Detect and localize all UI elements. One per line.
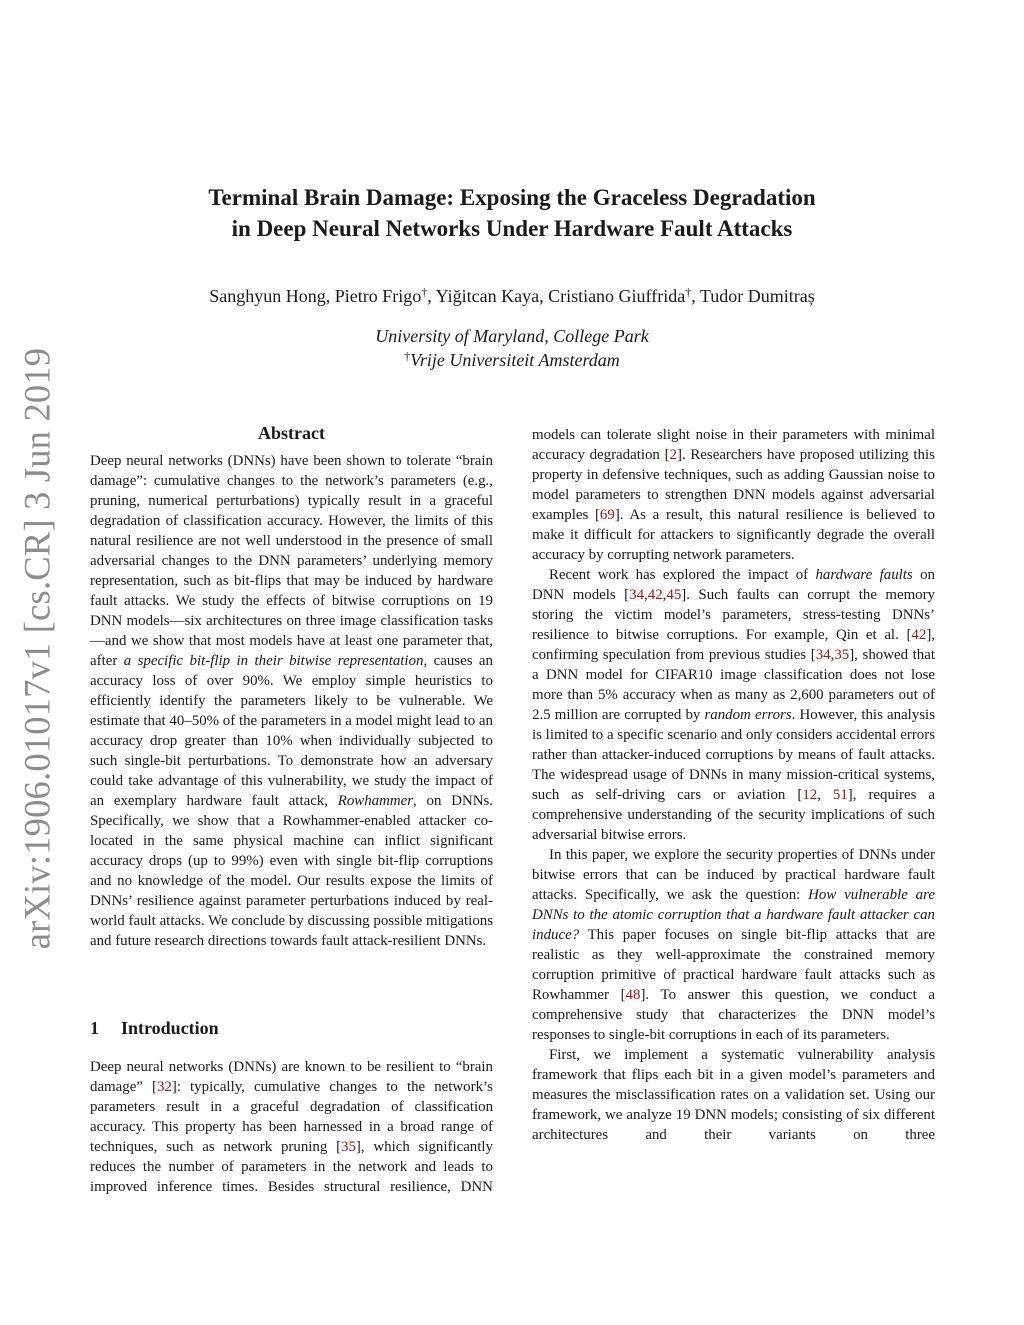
- section-number: 1: [90, 1018, 99, 1038]
- author-group-1: Sanghyun Hong, Pietro Frigo: [209, 286, 422, 306]
- citation-link[interactable]: 12: [802, 787, 818, 803]
- abstract-heading: Abstract: [258, 423, 325, 443]
- dagger-mark: †: [404, 349, 411, 363]
- emphasis-text: random errors: [704, 707, 792, 723]
- author-group-3: , Tudor Dumitraș: [691, 286, 815, 306]
- abstract-text: , causes an accuracy loss of over 90%. We employ simple heuristics to efficiently identify the parameters likely to be vulnerable. We estimate that 40–50% of the parameters in a model might lead to an accuracy drop greater than 10% when individually subjected to such single-bit perturbations. To demonstrate how an adversary could take advantage of this vulnerability, we study the impact of an exemplary hardware fault attack,: [90, 653, 493, 809]
- abstract-emphasis: a specific bit-flip in their bitwise representation: [123, 653, 424, 669]
- citation-link[interactable]: 45: [666, 587, 682, 603]
- affiliation-1: University of Maryland, College Park: [375, 326, 649, 346]
- paper-title: [0, 182, 1024, 244]
- intro-paragraph-4: First, we implement a systematic vulnerability analysis framework that flips each bit in a given model’s parameters and measures the misclassification rates on a validation set. Using our framework, we analyze 19 DNN models; consisting of six different architectures and their variants on three: [532, 1047, 935, 1143]
- citation-link[interactable]: 35: [834, 647, 850, 663]
- paper-title-line-1: Terminal Brain Damage: Exposing the Graceless Degradation: [208, 185, 816, 210]
- right-column: [532, 425, 935, 1145]
- abstract-emphasis: Rowhammer: [337, 793, 414, 809]
- affiliation-2-row: [0, 348, 1024, 372]
- section-title: Introduction: [121, 1018, 219, 1038]
- affiliations: [0, 324, 1024, 372]
- intro-paragraph: Deep neural networks (DNNs) are known to be resilient to “brain damage” [32]: typically, cumulative changes to the network’s parameters result in a graceful degradation of classification accuracy. This property has been harnessed in a broad range of techniques, such as network pruning [35], which significantly reduces the number of parameters in the network and leads to improved inference times. Besides structural resilience, DNN: [90, 1059, 494, 1195]
- abstract-text: , on DNNs. Specifically, we show that a Rowhammer-enabled attacker co-located in the same physical machine can inflict significant accuracy drops (up to 99%) even with single bit-flip corruptions and no knowledge of the model. Our results expose the limits of DNNs’ resilience against parameter perturbations induced by real-world fault attacks. We conclude by discussing possible mitigations and future research directions towards fault attack-resilient DNNs.: [90, 793, 493, 949]
- intro-paragraph-2: Recent work has explored the impact of hardware faults on DNN models [34,42,45]. Such faults can corrupt the memory storing the victim model’s parameters, stress-testing DNNs’ resilience to bitwise corruptions. For example, Qin et al. [42], confirming speculation from previous studies [34,35], showed that a DNN model for CIFAR10 image classification does not lose more than 5% accuracy when as many as 2,600 parameters out of 2.5 million are corrupted by random errors. However, this analysis is limited to a specific scenario and only considers accidental errors rather than attacker-induced corruptions by means of fault attacks. The widespread usage of DNNs in many mission-critical systems, such as self-driving cars or aviation [12, 51], requires a comprehensive understanding of the security implications of such adversarial bitwise errors.: [532, 567, 935, 843]
- dagger-mark: †: [685, 285, 692, 299]
- citation-link[interactable]: 48: [625, 987, 641, 1003]
- intro-paragraph-1-left: [90, 1057, 493, 1197]
- dagger-mark: †: [421, 285, 428, 299]
- citation-link[interactable]: 32: [156, 1079, 172, 1095]
- intro-paragraph-1-continued: models can tolerate slight noise in their parameters with minimal accuracy degradation [2]. Researchers have proposed utilizing this property in defensive techniques, such as adding Gaussian noise to model parameters to strengthen DNN models against adversarial examples [69]. As a result, this natural resilience is believed to make it difficult for attackers to significantly degrade the overall accuracy by corrupting network parameters.: [532, 427, 936, 563]
- author-list: [0, 284, 1024, 308]
- author-group-2: , Yiğitcan Kaya, Cristiano Giuffrida: [427, 286, 686, 306]
- intro-paragraph-3: In this paper, we explore the security properties of DNNs under bitwise errors that can be induced by practical hardware fault attacks. Specifically, we ask the question: How vulnerable are DNNs to the atomic corruption that a hardware fault attacker can induce? This paper focuses on single bit-flip attacks that are realistic as they well-approximate the constrained memory corruption primitive of practical hardware fault attacks such as Rowhammer [48]. To answer this question, we conduct a comprehensive study that characterizes the DNN model’s responses to single-bit corruptions in each of its parameters.: [532, 847, 935, 1043]
- section-heading-introduction: [90, 1016, 219, 1040]
- citation-link[interactable]: 2: [669, 447, 677, 463]
- abstract-paragraph: [90, 451, 493, 951]
- citation-link[interactable]: 42: [647, 587, 663, 603]
- citation-link[interactable]: 35: [341, 1139, 356, 1155]
- citation-link[interactable]: 51: [832, 787, 848, 803]
- arxiv-identifier-stamp: [8, 347, 66, 949]
- abstract-text: Deep neural networks (DNNs) have been shown to tolerate “brain damage”: cumulative changes to the network’s parameters (e.g., pruning, numerical perturbations) typically result in a graceful degradation of classification accuracy. However, the limits of this natural resilience are not well understood in the presence of small adversarial changes to the DNN parameters’ underlying memory representation, such as bit-flips that may be induced by hardware fault attacks. We study the effects of bitwise corruptions on 19 DNN models—six architectures on three image classification tasks—and we show that most models have at least one parameter that, after: [90, 453, 493, 669]
- citation-link[interactable]: 69: [599, 507, 615, 523]
- citation-link[interactable]: 34: [629, 587, 645, 603]
- citation-link[interactable]: 34: [815, 647, 831, 663]
- paper-title-line-2: in Deep Neural Networks Under Hardware Fault Attacks: [231, 216, 793, 241]
- affiliation-2: Vrije Universiteit Amsterdam: [410, 350, 620, 370]
- emphasis-text: hardware faults: [815, 567, 913, 583]
- citation-link[interactable]: 42: [911, 627, 927, 643]
- emphasis-text: How vulnerable are DNNs to the atomic corruption that a hardware fault attacker can induce?: [532, 887, 935, 943]
- abstract-body: [90, 451, 493, 951]
- arxiv-identifier-text: arXiv:1906.01017v1 [cs.CR] 3 Jun 2019: [16, 347, 58, 949]
